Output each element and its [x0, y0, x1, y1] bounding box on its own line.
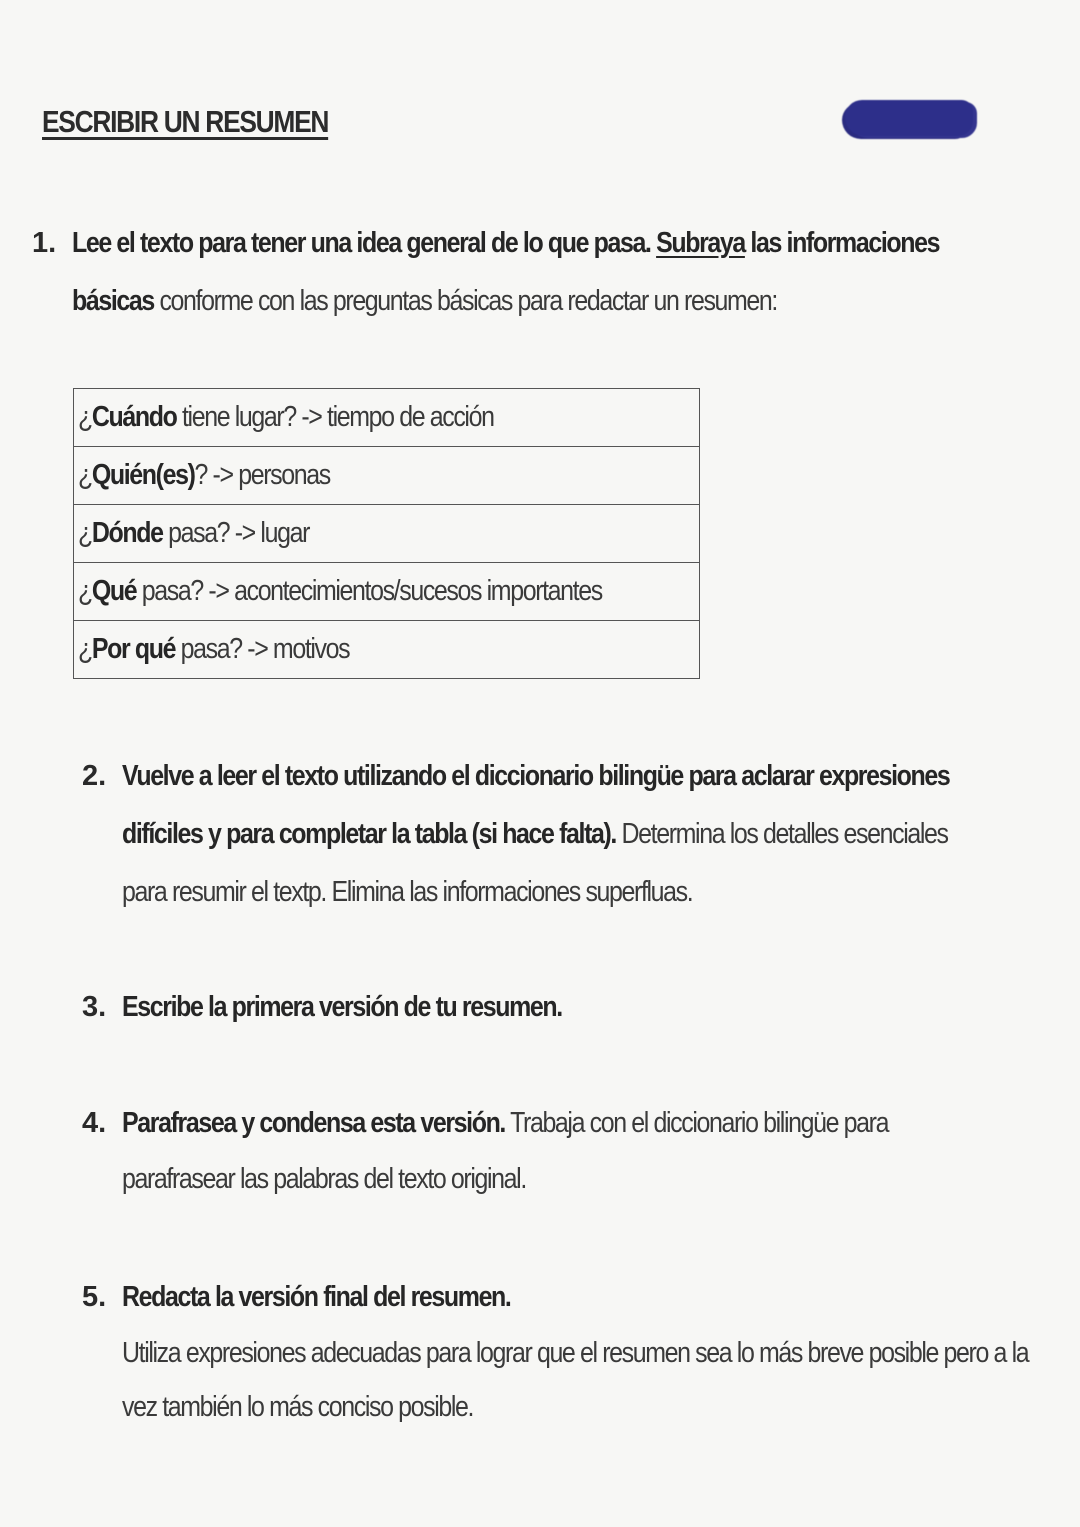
table-row: [74, 505, 700, 563]
step-text-line: [122, 760, 949, 793]
step-text-line: [122, 1281, 510, 1314]
step-text-line: [122, 818, 948, 851]
table-row: [74, 563, 700, 621]
bold-text: difíciles y para completar la tabla (si hace falta).: [122, 818, 616, 850]
table-row: [74, 389, 700, 447]
table-cell: ¿Quién(es)? -> personas: [74, 447, 700, 505]
step-text-line: [122, 876, 692, 909]
bold-text: Subraya: [656, 227, 745, 259]
table-cell: ¿Dónde pasa? -> lugar: [74, 505, 700, 563]
step-number: 5.: [82, 1281, 107, 1313]
step-text-line: [122, 1107, 888, 1140]
text: parafrasear las palabras del texto original.: [122, 1163, 526, 1195]
text: conforme con las preguntas básicas para redactar un resumen:: [153, 285, 777, 317]
step-number: 4.: [82, 1107, 107, 1139]
step-text-line: [122, 1337, 1028, 1370]
bold-text: las informaciones: [744, 227, 940, 259]
bold-text: Parafrasea y condensa esta versión.: [122, 1107, 505, 1139]
document-title: ESCRIBIR UN RESUMEN: [42, 104, 329, 139]
bold-text: básicas: [72, 285, 154, 317]
table-row: [74, 621, 700, 679]
step-text-line: [72, 285, 777, 318]
text: Trabaja con el diccionario bilingüe para: [504, 1107, 889, 1139]
table-row: [74, 447, 700, 505]
step-number: 2.: [82, 760, 107, 792]
step-text-line: [72, 227, 939, 260]
bold-text: Vuelve a leer el texto utilizando el diccionario bilingüe para aclarar expresiones: [122, 760, 950, 792]
text: para resumir el textp. Elimina las informaciones superfluas.: [122, 876, 693, 908]
table-cell: ¿Qué pasa? -> acontecimientos/sucesos importantes: [74, 563, 700, 621]
text: Determina los detalles esenciales: [615, 818, 948, 850]
bold-text: Lee el texto para tener una idea general de lo que pasa.: [72, 227, 657, 259]
step-number: 3.: [82, 991, 107, 1023]
text: vez también lo más conciso posible.: [122, 1391, 474, 1423]
bold-text: Escribe la primera versión de tu resumen.: [122, 991, 562, 1023]
table-cell: ¿Cuándo tiene lugar? -> tiempo de acción: [74, 389, 700, 447]
redacted-name-scribble: [845, 100, 973, 136]
step-text-line: [122, 991, 562, 1024]
step-number: 1.: [32, 227, 57, 259]
table-cell: ¿Por qué pasa? -> motivos: [74, 621, 700, 679]
step-text-line: [122, 1163, 526, 1196]
bold-text: Redacta la versión final del resumen.: [122, 1281, 511, 1313]
text: Utiliza expresiones adecuadas para lograr que el resumen sea lo más breve posible pero a la: [122, 1337, 1029, 1369]
step-text-line: [122, 1391, 473, 1424]
basic-questions-table: [73, 388, 700, 679]
